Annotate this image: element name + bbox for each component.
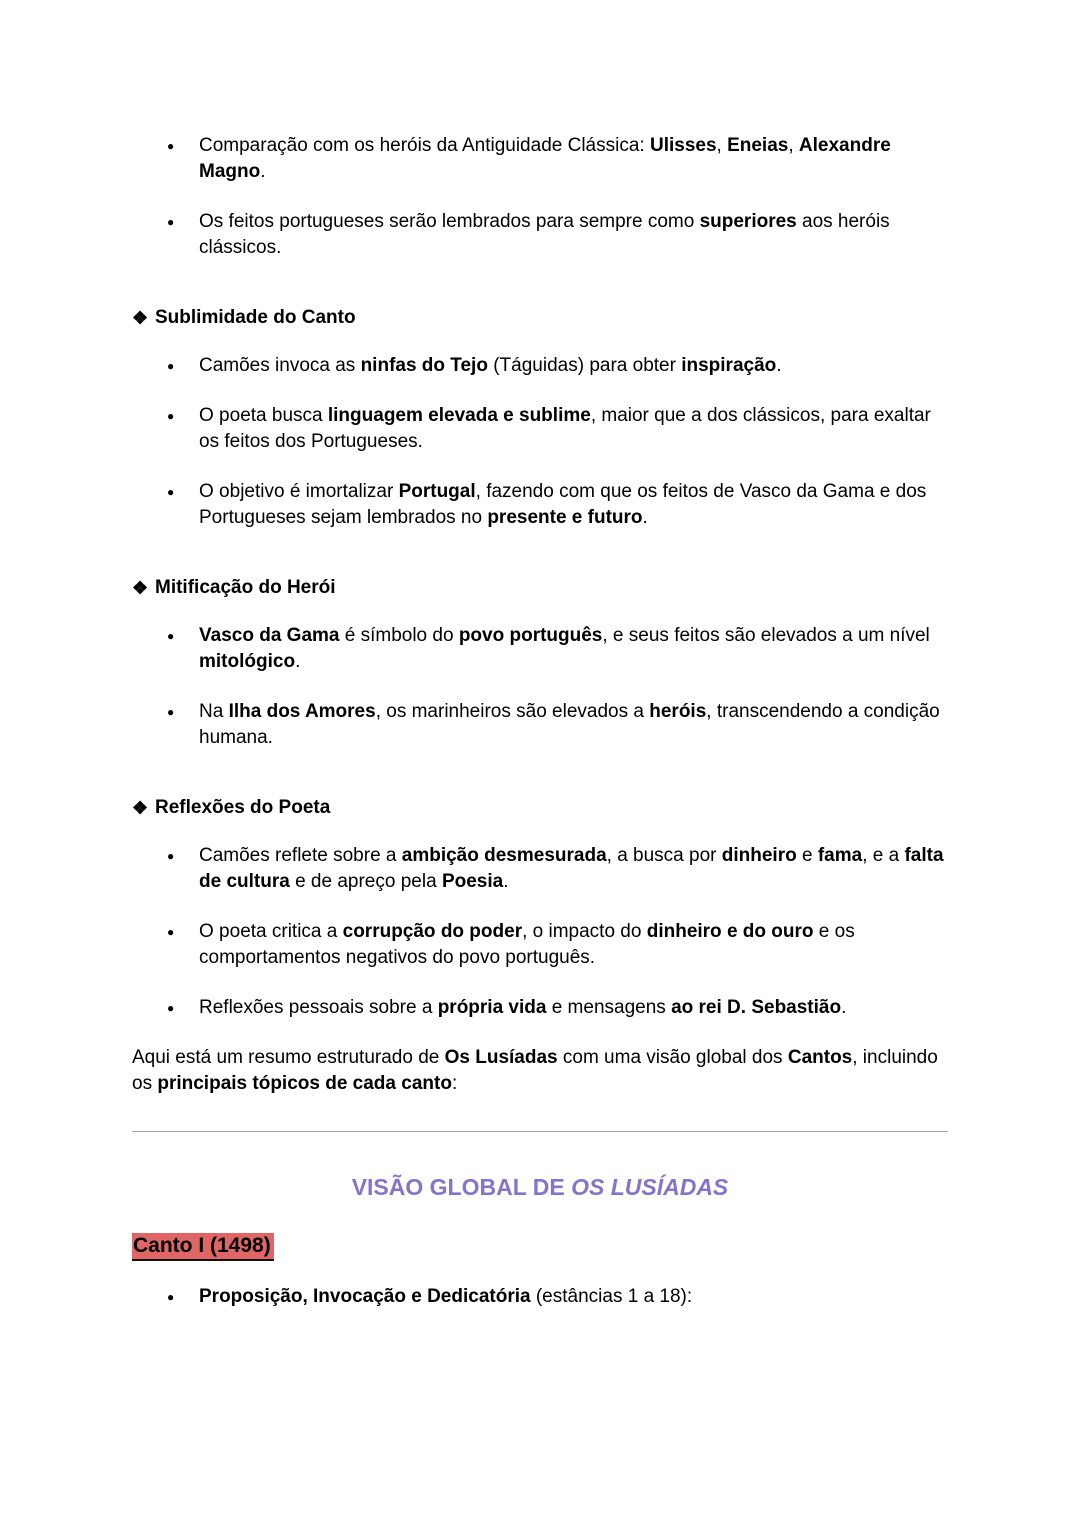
bullet-item <box>132 995 948 1021</box>
bullet-text: e os comportamentos negativos do povo português. <box>199 921 855 968</box>
paragraph-text: Aqui está um resumo estruturado de <box>132 1047 445 1068</box>
bullet-text <box>199 699 948 751</box>
heading-bold-text: Reflexões do Poeta <box>155 797 331 818</box>
bullet-text: é símbolo do <box>339 625 459 646</box>
bullet-bold-text: Vasco da Gama <box>199 625 340 646</box>
title-bold-text: OS LUSÍADAS <box>571 1174 729 1200</box>
bullet-text: , o impacto do <box>522 921 647 942</box>
heading-bold-text: Mitificação do Herói <box>155 577 336 598</box>
bullet-bold-text: dinheiro e do ouro <box>646 921 814 942</box>
bullet-text <box>199 623 948 675</box>
section-heading-text <box>155 795 330 821</box>
bullet-text: e <box>796 845 818 866</box>
bullet-text: , os marinheiros são elevados a <box>375 701 650 722</box>
bullet-item <box>132 209 948 261</box>
bullet-text: O objetivo é imortalizar <box>199 481 399 502</box>
bullet-text: . <box>260 161 266 182</box>
bullet-bold-text: Ulisses <box>649 135 717 156</box>
bullet-bold-text: própria vida <box>437 997 547 1018</box>
paragraph-text: com uma visão global dos <box>557 1047 788 1068</box>
bullet-text <box>199 209 948 261</box>
bullet-text: , transcendendo a condição humana. <box>199 701 940 748</box>
section-heading-text <box>155 575 336 601</box>
bullet-item <box>132 843 948 895</box>
bullet-bold-text: Eneias <box>727 135 789 156</box>
bullet-bold-text: heróis <box>649 701 707 722</box>
bullet-text: Na <box>199 701 229 722</box>
bullet-text: , fazendo com que os feitos de Vasco da Gama e dos Portugueses sejam lembrados no <box>199 481 927 528</box>
section-divider <box>132 1131 948 1132</box>
bullet-text: . <box>642 507 648 528</box>
bullet-bold-text: ambição desmesurada <box>401 845 607 866</box>
canto-heading-highlight <box>132 1233 274 1261</box>
bullet-text: Camões reflete sobre a <box>199 845 402 866</box>
bullet-text: . <box>295 651 301 672</box>
bullet-text: aos heróis clássicos. <box>199 211 890 258</box>
paragraph-bold-text: principais tópicos de cada canto <box>157 1073 452 1094</box>
bullet-item <box>132 403 948 455</box>
bullet-text: . <box>841 997 847 1018</box>
bullet-text: , a busca por <box>606 845 722 866</box>
page-title <box>132 1172 948 1202</box>
bullet-text: Os feitos portugueses serão lembrados para sempre como <box>199 211 700 232</box>
bullet-marker-icon: ● <box>167 849 175 863</box>
diamond-bullet-icon: ❖ <box>132 308 149 328</box>
heading-bold-text: Sublimidade do Canto <box>155 307 356 328</box>
bullet-marker-icon: ● <box>167 485 175 499</box>
bullet-item <box>132 133 948 185</box>
section-heading <box>132 305 948 331</box>
bullet-text <box>199 353 948 379</box>
bullet-text: e mensagens <box>546 997 672 1018</box>
bullet-marker-icon: ● <box>167 705 175 719</box>
diamond-bullet-icon: ❖ <box>132 798 149 818</box>
bullet-text: e de apreço pela <box>289 871 442 892</box>
bullet-marker-icon: ● <box>167 139 175 153</box>
bullet-bold-text: linguagem elevada e sublime <box>327 405 591 426</box>
bullet-text <box>199 479 948 531</box>
bullet-text: , e a <box>862 845 905 866</box>
bullet-bold-text: mitológico <box>199 651 296 672</box>
bullet-text: Camões invoca as <box>199 355 361 376</box>
bullet-item <box>132 919 948 971</box>
bullet-text <box>199 133 948 185</box>
bullet-text: Reflexões pessoais sobre a <box>199 997 438 1018</box>
bullet-bold-text: fama <box>817 845 863 866</box>
bullet-bold-text: Alexandre Magno <box>199 135 891 182</box>
bullet-bold-text: falta de cultura <box>199 845 944 892</box>
bullet-bold-text: inspiração <box>681 355 777 376</box>
bullet-item <box>132 699 948 751</box>
bullet-bold-text: Ilha dos Amores <box>228 701 376 722</box>
bullet-text: , e seus feitos são elevados a um nível <box>602 625 930 646</box>
bullet-bold-text: superiores <box>699 211 797 232</box>
bullet-bold-text: presente e futuro <box>487 507 643 528</box>
bullet-marker-icon: ● <box>167 925 175 939</box>
bullet-bold-text: povo português <box>458 625 603 646</box>
bullet-text: , <box>716 135 728 156</box>
bullet-text: , <box>788 135 799 156</box>
paragraph <box>132 1045 948 1097</box>
document-body <box>132 133 948 1310</box>
bullet-bold-text: ninfas do Tejo <box>360 355 488 376</box>
bullet-text: O poeta busca <box>199 405 328 426</box>
section-heading <box>132 575 948 601</box>
paragraph-bold-text: Cantos <box>787 1047 853 1068</box>
bullet-text <box>199 995 948 1021</box>
bullet-text <box>199 403 948 455</box>
bullet-bold-text: Proposição, Invocação e Dedicatória <box>199 1286 531 1307</box>
section-heading-text <box>155 305 356 331</box>
bullet-text <box>199 843 948 895</box>
canto-heading-bold-text: Canto I (1498) <box>133 1234 271 1257</box>
bullet-item <box>132 353 948 379</box>
bullet-bold-text: dinheiro <box>721 845 797 866</box>
title-bold-text: VISÃO GLOBAL DE <box>351 1174 572 1200</box>
bullet-item <box>132 623 948 675</box>
diamond-bullet-icon: ❖ <box>132 578 149 598</box>
bullet-text <box>199 919 948 971</box>
bullet-marker-icon: ● <box>167 359 175 373</box>
bullet-bold-text: corrupção do poder <box>342 921 523 942</box>
paragraph-text: : <box>451 1073 458 1094</box>
bullet-text <box>199 1284 948 1310</box>
bullet-text: . <box>776 355 782 376</box>
bullet-marker-icon: ● <box>167 1001 175 1015</box>
bullet-text: . <box>503 871 509 892</box>
bullet-bold-text: ao rei D. Sebastião <box>671 997 842 1018</box>
bullet-text: O poeta critica a <box>199 921 343 942</box>
bullet-marker-icon: ● <box>167 409 175 423</box>
bullet-marker-icon: ● <box>167 1290 175 1304</box>
section-heading <box>132 795 948 821</box>
paragraph-text: , incluindo os <box>132 1047 938 1094</box>
bullet-item <box>132 1284 948 1310</box>
bullet-text: (Táguidas) para obter <box>487 355 682 376</box>
bullet-bold-text: Portugal <box>398 481 476 502</box>
bullet-text: Comparação com os heróis da Antiguidade Clássica: <box>199 135 650 156</box>
bullet-text: , maior que a dos clássicos, para exaltar os feitos dos Portugueses. <box>199 405 931 452</box>
paragraph-bold-text: Os Lusíadas <box>444 1047 558 1068</box>
bullet-bold-text: Poesia <box>441 871 504 892</box>
bullet-item <box>132 479 948 531</box>
bullet-text: (estâncias 1 a 18): <box>530 1286 693 1307</box>
bullet-marker-icon: ● <box>167 629 175 643</box>
canto-heading <box>132 1232 948 1260</box>
bullet-marker-icon: ● <box>167 215 175 229</box>
